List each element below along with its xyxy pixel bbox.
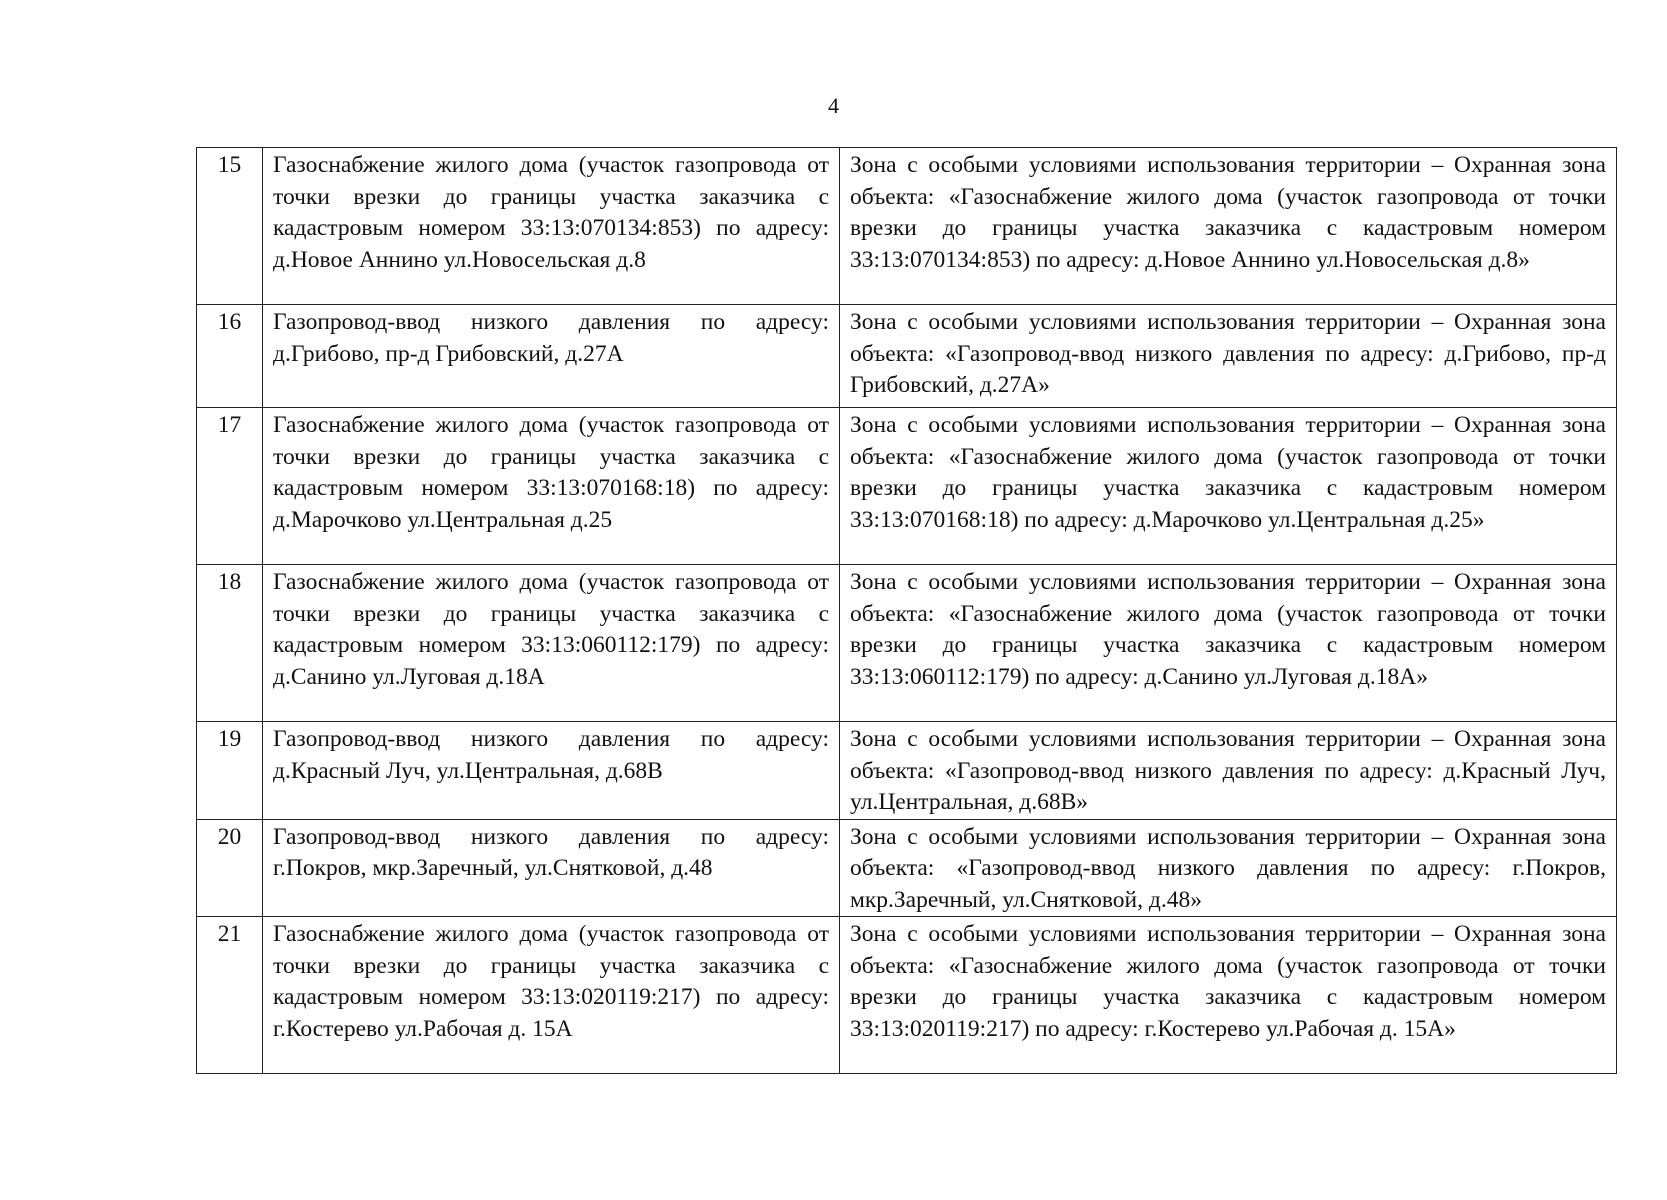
- table-row: [197, 722, 1617, 820]
- object-description: Газоснабжение жилого дома (участок газопровода от точки врезки до границы участка заказчика с кадастровым номером 33:13:070134:853) по адресу: д.Новое Аннино ул.Новосельская д.8: [263, 148, 840, 305]
- page-number: 4: [828, 93, 839, 118]
- table-row: [197, 565, 1617, 722]
- zone-description: Зона с особыми условиями использования территории – Охранная зона объекта: «Газоснабжение жилого дома (участок газопровода от точки врезки до границы участка заказчика с кадастровым номером 33:13:070168:18) по адресу: д.Марочково ул.Центральная д.25»: [840, 408, 1617, 565]
- zone-description: Зона с особыми условиями использования территории – Охранная зона объекта: «Газопровод-ввод низкого давления по адресу: д.Красный Луч, ул.Центральная, д.68В»: [840, 722, 1617, 820]
- row-number: 17: [197, 408, 263, 565]
- zone-description: Зона с особыми условиями использования территории – Охранная зона объекта: «Газоснабжение жилого дома (участок газопровода от точки врезки до границы участка заказчика с кадастровым номером 33:13:020119:217) по адресу: г.Костерево ул.Рабочая д. 15А»: [840, 917, 1617, 1074]
- object-description: Газоснабжение жилого дома (участок газопровода от точки врезки до границы участка заказчика с кадастровым номером 33:13:060112:179) по адресу: д.Санино ул.Луговая д.18А: [263, 565, 840, 722]
- object-description: Газопровод-ввод низкого давления по адресу: д.Грибово, пр-д Грибовский, д.27А: [263, 305, 840, 408]
- row-number: 18: [197, 565, 263, 722]
- table-row: [197, 305, 1617, 408]
- zone-description: Зона с особыми условиями использования территории – Охранная зона объекта: «Газоснабжение жилого дома (участок газопровода от точки врезки до границы участка заказчика с кадастровым номером 33:13:070134:853) по адресу: д.Новое Аннино ул.Новосельская д.8»: [840, 148, 1617, 305]
- zone-description: Зона с особыми условиями использования территории – Охранная зона объекта: «Газопровод-ввод низкого давления по адресу: г.Покров, мкр.Заречный, ул.Снятковой, д.48»: [840, 819, 1617, 917]
- zones-table: [196, 147, 1617, 1074]
- table-row: [197, 148, 1617, 305]
- row-number: 19: [197, 722, 263, 820]
- table-row: [197, 408, 1617, 565]
- table-row: [197, 819, 1617, 917]
- row-number: 20: [197, 819, 263, 917]
- zone-description: Зона с особыми условиями использования территории – Охранная зона объекта: «Газопровод-ввод низкого давления по адресу: д.Грибово, пр-д Грибовский, д.27А»: [840, 305, 1617, 408]
- row-number: 15: [197, 148, 263, 305]
- object-description: Газопровод-ввод низкого давления по адресу: г.Покров, мкр.Заречный, ул.Снятковой, д.48: [263, 819, 840, 917]
- object-description: Газопровод-ввод низкого давления по адресу: д.Красный Луч, ул.Центральная, д.68В: [263, 722, 840, 820]
- row-number: 21: [197, 917, 263, 1074]
- zone-description: Зона с особыми условиями использования территории – Охранная зона объекта: «Газоснабжение жилого дома (участок газопровода от точки врезки до границы участка заказчика с кадастровым номером 33:13:060112:179) по адресу: д.Санино ул.Луговая д.18А»: [840, 565, 1617, 722]
- row-number: 16: [197, 305, 263, 408]
- object-description: Газоснабжение жилого дома (участок газопровода от точки врезки до границы участка заказчика с кадастровым номером 33:13:070168:18) по адресу: д.Марочково ул.Центральная д.25: [263, 408, 840, 565]
- table-row: [197, 917, 1617, 1074]
- object-description: Газоснабжение жилого дома (участок газопровода от точки врезки до границы участка заказчика с кадастровым номером 33:13:020119:217) по адресу: г.Костерево ул.Рабочая д. 15А: [263, 917, 840, 1074]
